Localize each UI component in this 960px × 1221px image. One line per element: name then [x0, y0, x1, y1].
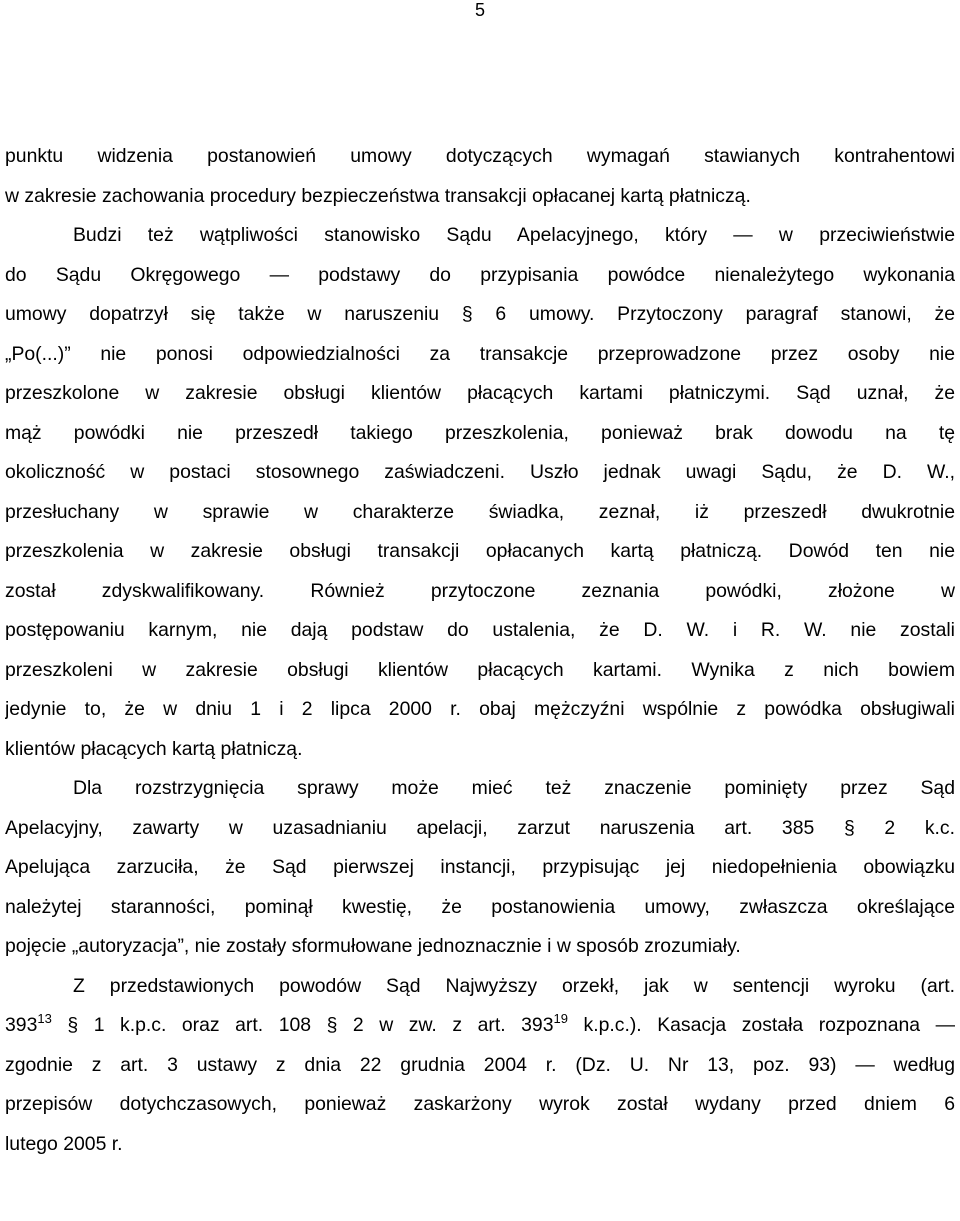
superscript: 19 — [553, 1011, 568, 1026]
text-line: okoliczność w postaci stosownego zaświadczeni. Uszło jednak uwagi Sądu, że D. W., — [5, 461, 955, 483]
paragraph-2 — [5, 216, 955, 769]
text-line: mąż powódki nie przeszedł takiego przeszkolenia, ponieważ brak dowodu na tę — [5, 421, 955, 444]
text-line: „Po(...)” nie ponosi odpowiedzialności za transakcje przeprowadzone przez osoby nie — [5, 342, 955, 365]
text-line: lutego 2005 r. — [5, 1132, 123, 1155]
document-body — [5, 137, 955, 1164]
text-line: Budzi też wątpliwości stanowisko Sądu Apelacyjnego, który — w przeciwieństwie — [73, 224, 955, 246]
text-line: Apelująca zarzuciła, że Sąd pierwszej instancji, przypisując jej niedopełnienia obowiązku — [5, 856, 955, 878]
paragraph-4 — [5, 967, 955, 1165]
text-line: klientów płacących kartą płatniczą. — [5, 737, 303, 760]
text-segment: k.p.c.). Kasacja została rozpoznana — — [567, 1014, 955, 1036]
text-line: został zdyskwalifikowany. Również przytoczone zeznania powódki, złożone w — [5, 579, 955, 602]
text-line: Dla rozstrzygnięcia sprawy może mieć też znaczenie pominięty przez Sąd — [73, 777, 955, 799]
superscript: 13 — [37, 1011, 52, 1026]
paragraph-3 — [5, 769, 955, 967]
text-line: przepisów dotychczasowych, ponieważ zaskarżony wyrok został wydany przed dniem 6 — [5, 1093, 955, 1115]
text-line: jedynie to, że w dniu 1 i 2 lipca 2000 r. obaj mężczyźni wspólnie z powódka obsługiwali — [5, 698, 955, 720]
text-segment: § 1 k.p.c. oraz art. 108 § 2 w zw. z art. 393 — [51, 1014, 554, 1036]
text-line: pojęcie „autoryzacja”, nie zostały sformułowane jednoznacznie i w sposób zrozumiały. — [5, 935, 741, 957]
page-number: 5 — [474, 0, 485, 20]
text-line: postępowaniu karnym, nie dają podstaw do ustalenia, że D. W. i R. W. nie zostali — [5, 619, 955, 641]
text-line: punktu widzenia postanowień umowy dotyczących wymagań stawianych kontrahentowi — [5, 145, 955, 167]
text-line: przeszkoleni w zakresie obsługi klientów płacących kartami. Wynika z nich bowiem — [5, 658, 955, 681]
text-line: umowy dopatrzył się także w naruszeniu § 6 umowy. Przytoczony paragraf stanowi, że — [5, 303, 955, 325]
text-line: zgodnie z art. 3 ustawy z dnia 22 grudnia 2004 r. (Dz. U. Nr 13, poz. 93) — według — [5, 1053, 955, 1076]
text-line: w zakresie zachowania procedury bezpieczeństwa transakcji opłacanej kartą płatniczą. — [5, 184, 751, 207]
text-line: przesłuchany w sprawie w charakterze świadka, zeznał, iż przeszedł dwukrotnie — [5, 500, 955, 523]
text-line: przeszkolone w zakresie obsługi klientów płacących kartami płatniczymi. Sąd uznał, że — [5, 382, 955, 404]
text-line: Z przedstawionych powodów Sąd Najwyższy orzekł, jak w sentencji wyroku (art. — [73, 974, 955, 997]
text-segment: 393 — [5, 1014, 38, 1036]
text-line-with-superscripts — [5, 1006, 955, 1046]
text-line: do Sądu Okręgowego — podstawy do przypisania powódce nienależytego wykonania — [5, 263, 955, 286]
text-line: należytej staranności, pominął kwestię, że postanowienia umowy, zwłaszcza określające — [5, 895, 955, 918]
text-line: przeszkolenia w zakresie obsługi transakcji opłacanych kartą płatniczą. Dowód ten nie — [5, 540, 955, 562]
paragraph-1 — [5, 137, 955, 216]
text-line: Apelacyjny, zawarty w uzasadnianiu apelacji, zarzut naruszenia art. 385 § 2 k.c. — [5, 816, 955, 839]
